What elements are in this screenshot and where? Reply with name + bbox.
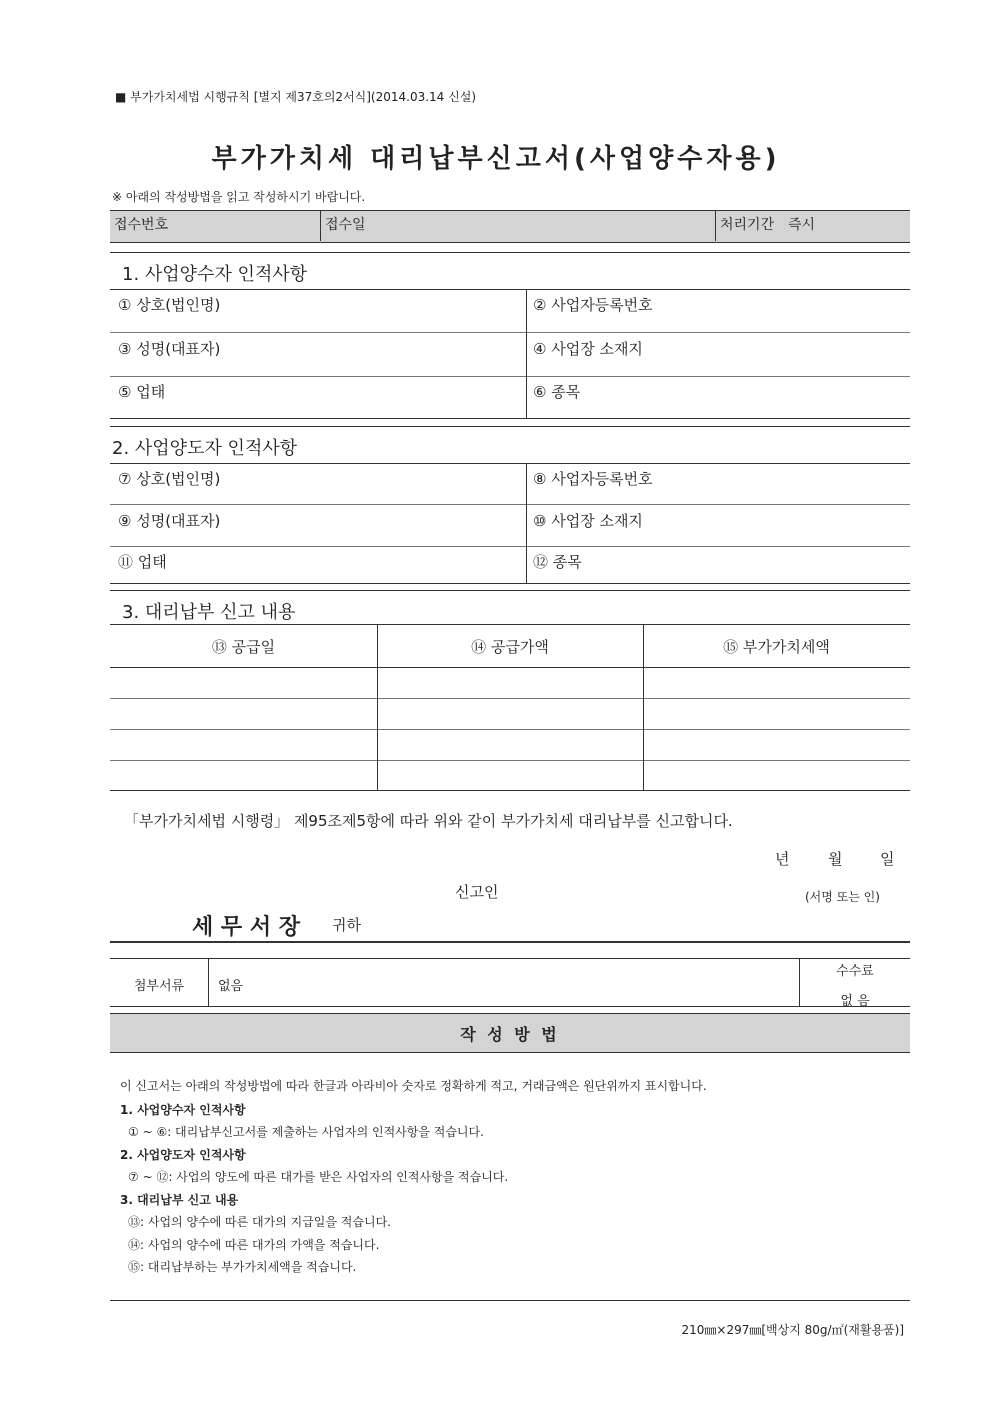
s1-business-item[interactable]: ⑥ 종목 xyxy=(533,383,581,401)
guide-intro: 이 신고서는 아래의 작성방법에 따라 한글과 아라비아 숫자로 정확하게 적고, 거래금액은 원단위까지 표시합니다. xyxy=(120,1079,707,1093)
declaration-statement: 「부가가치세법 시행령」 제95조제5항에 따라 위와 같이 부가가치세 대리납부를 신고합니다. xyxy=(124,812,733,830)
s2-representative-name[interactable]: ⑨ 성명(대표자) xyxy=(118,512,221,530)
signature-label[interactable]: (서명 또는 인) xyxy=(805,890,880,904)
guide-s3-item: ⑬: 사업의 양수에 따른 대가의 지급일을 적습니다. xyxy=(128,1215,391,1229)
guide-s2-title: 2. 사업양도자 인적사항 xyxy=(120,1148,246,1162)
guide-title: 작 성 방 법 xyxy=(460,1025,560,1044)
s1-trade-name[interactable]: ① 상호(법인명) xyxy=(118,296,221,314)
attachments-label: 첨부서류 xyxy=(133,979,185,994)
col-supply-value: ⑭ 공급가액 xyxy=(471,638,549,656)
section2-title: 2. 사업양도자 인적사항 xyxy=(112,438,298,459)
s2-business-item[interactable]: ⑫ 종목 xyxy=(533,553,582,571)
s1-representative-name[interactable]: ③ 성명(대표자) xyxy=(118,340,221,358)
col-vat-amount: ⑮ 부가가치세액 xyxy=(723,638,830,656)
guide-s3-title: 3. 대리납부 신고 내용 xyxy=(120,1193,239,1207)
s1-business-type[interactable]: ⑤ 업태 xyxy=(118,383,166,401)
paper-spec: 210㎜×297㎜[백상지 80g/㎡(재활용품)] xyxy=(681,1323,904,1337)
date-month: 월 xyxy=(828,850,843,868)
guide-s2-text: ⑦ ~ ⑫: 사업의 양도에 따른 대가를 받은 사업자의 인적사항을 적습니다. xyxy=(128,1170,509,1184)
instruction-note: ※ 아래의 작성방법을 읽고 작성하시기 바랍니다. xyxy=(112,190,366,204)
fee-value: 없 음 xyxy=(840,994,870,1009)
reporter-label: 신고인 xyxy=(455,883,499,901)
receipt-number-label: 접수번호 xyxy=(114,217,169,233)
attachments-value: 없음 xyxy=(218,979,244,994)
s1-business-reg-number[interactable]: ② 사업자등록번호 xyxy=(533,296,653,314)
s2-business-type[interactable]: ⑪ 업태 xyxy=(118,553,167,571)
date-year: 년 xyxy=(775,850,790,868)
section1-title: 1. 사업양수자 인적사항 xyxy=(122,264,308,285)
tax-office-head: 세 무 서 장 xyxy=(192,915,300,940)
guide-s1-title: 1. 사업양수자 인적사항 xyxy=(120,1103,246,1117)
section3-title: 3. 대리납부 신고 내용 xyxy=(122,602,296,623)
receipt-date-label: 접수일 xyxy=(325,217,366,233)
s2-business-reg-number[interactable]: ⑧ 사업자등록번호 xyxy=(533,470,653,488)
legal-reference: ■ 부가가치세법 시행규칙 [별지 제37호의2서식](2014.03.14 신설) xyxy=(115,90,476,104)
col-supply-date: ⑬ 공급일 xyxy=(211,638,276,656)
s2-trade-name[interactable]: ⑦ 상호(법인명) xyxy=(118,470,221,488)
guide-s1-text: ① ~ ⑥: 대리납부신고서를 제출하는 사업자의 인적사항을 적습니다. xyxy=(128,1125,484,1139)
processing-period-value: 즉시 xyxy=(788,217,816,233)
guide-s3-item: ⑭: 사업의 양수에 따른 대가의 가액을 적습니다. xyxy=(128,1238,380,1252)
guide-s3-item: ⑮: 대리납부하는 부가가치세액을 적습니다. xyxy=(128,1260,357,1274)
date-day: 일 xyxy=(880,850,895,868)
s2-business-address[interactable]: ⑩ 사업장 소재지 xyxy=(533,512,643,530)
honorific: 귀하 xyxy=(332,916,361,934)
processing-period-label: 처리기간 xyxy=(720,217,775,233)
fee-label: 수수료 xyxy=(836,964,874,979)
page-title: 부가가치세 대리납부신고서(사업양수자용) xyxy=(211,144,781,174)
s1-business-address[interactable]: ④ 사업장 소재지 xyxy=(533,340,643,358)
